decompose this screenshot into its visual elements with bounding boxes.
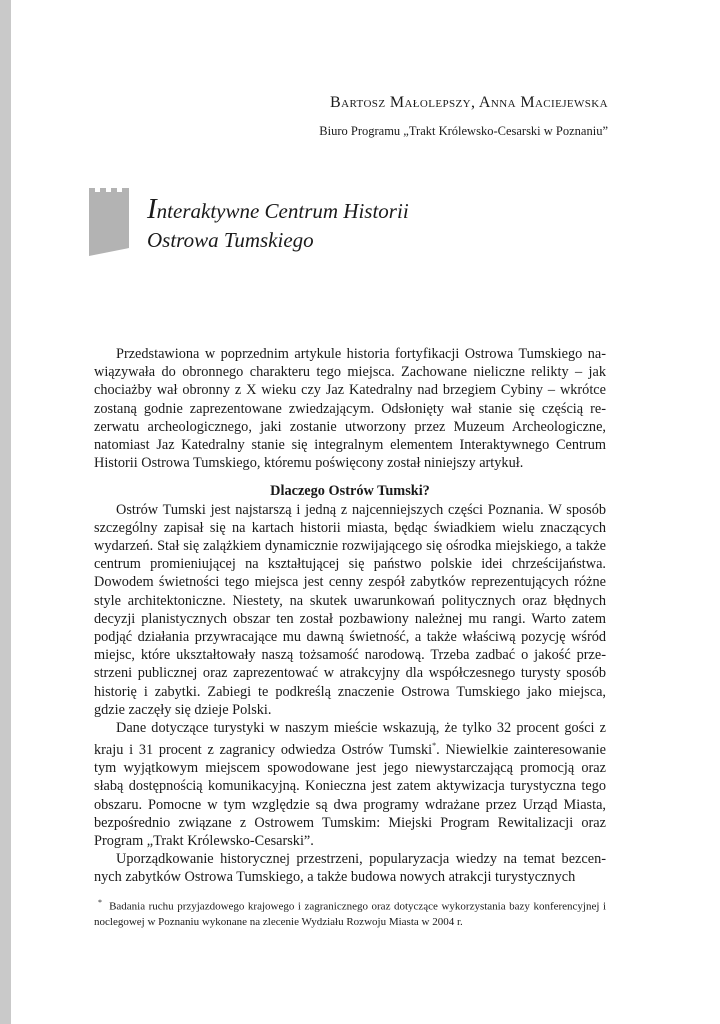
article-body [94, 345, 606, 887]
footnote-text: Badania ruchu przyjazdowego krajowego i zagranicznego oraz dotyczące wykorzystania bazy konferencyjnej i noclegowej w Poznaniu wykonane na zlecenie Wydziału Rozwoju Miasta w 2004 r. [94, 900, 606, 928]
paragraph-2-text-start: Dane dotyczące turystyki w naszym mieście wskazują, że tylko 32 procent gości z kraju i 31 procent z zagranicy odwiedza Ostrów Tumski [94, 720, 606, 759]
body-paragraph-3: Uporządkowanie historycznej przestrzeni, popularyzacja wiedzy na temat bezcennych zabytków Ostrowa Tumskiego, a także budowa nowych atrakcji turystycznych [94, 851, 606, 886]
paragraph-2-text-end: . Niewielkie zainteresowanie tym wyjątkowym miejscem spowodowane jest jego niewystarczającą promocją oraz słabą dostępnością komunikacyjną. Konieczna jest zatem aktywizacja turystyczna tego obszaru. Pomocne w tym względzie są dwa programy wdrażane przez Urząd Miasta, bezpośrednio związane z Ostrowem Tumskim: Miejski Program Rewitalizacji oraz Program „Trakt Królewsko-Cesarski”. [94, 742, 606, 850]
title-initial: I [147, 193, 157, 225]
page-edge-bar [0, 0, 11, 1024]
body-paragraph-1: Ostrów Tumski jest najstarszą i jedną z najcenniejszych części Poznania. W sposób szczególny zapisał się na kartach historii miasta, będąc świadkiem wielu znaczących wydarzeń. Stał się zalążkiem dynamicznie rozwijającego się ośrodka miejskiego, a także centrum promieniującej na kształtującej się państwo polskie idei chrześcijaństwa. Dowodem świetności tego miejsca jest cenny zespół zabytków reprezentujących różne style architektoniczne. Niestety, na skutek uwarunkowań politycznych oraz błędnych decyzji planistycznych obszar ten został pozbawiony należnej mu rangi. Warto zatem podjąć działania przywracające mu dawną świetność, a także właściwą pozycję wśród miejsc, które ukształtowały naszą tożsamość narodową. Trzeba zadbać o jakość przestrzeni publicznej oraz zaprezentować w atrakcyjny dla współczesnego turysty sposób historię i zabytki. Zabiegi te podkreślą znaczenie Ostrowa Tumskiego jako miejsca, gdzie zaczęły się dzieje Polski. [94, 501, 606, 718]
article-title [147, 195, 409, 255]
body-paragraph-2 [94, 719, 606, 850]
section-heading: Dlaczego Ostrów Tumski? [270, 483, 430, 500]
title-line-1 [147, 195, 409, 226]
footnote-reference: * [432, 741, 437, 751]
author-affiliation: Biuro Programu „Trakt Królewsko-Cesarski w Poznaniu” [319, 124, 608, 138]
title-line-2: Ostrowa Tumskiego [147, 228, 314, 252]
article-authors: Bartosz Małolepszy, Anna Maciejewska [330, 94, 608, 111]
title-line-1-text: nteraktywne Centrum Historii [156, 199, 409, 223]
intro-paragraph: Przedstawiona w poprzednim artykule historia fortyfikacji Ostrowa Tumskiego nawiązywała do obronnego charakteru tego miejsca. Zachowane nieliczne relikty – jak chociażby wał obronny z X wieku czy Jaz Katedralny nad brzegiem Cybiny – wkrótce zostaną godnie zaprezentowane zwiedzającym. Odsłonięty wał stanie się częścią rezerwatu archeologicznego, jaki zostanie utworzony przez Muzeum Archeologiczne, natomiast Jaz Katedralny stanie się integralnym elementem Interaktywnego Centrum Historii Ostrowa Tumskiego, któremu poświęcony został niniejszy artykuł. [94, 346, 606, 472]
tower-icon [87, 186, 131, 256]
footnote [94, 895, 606, 930]
footnote-mark: * [98, 898, 102, 907]
